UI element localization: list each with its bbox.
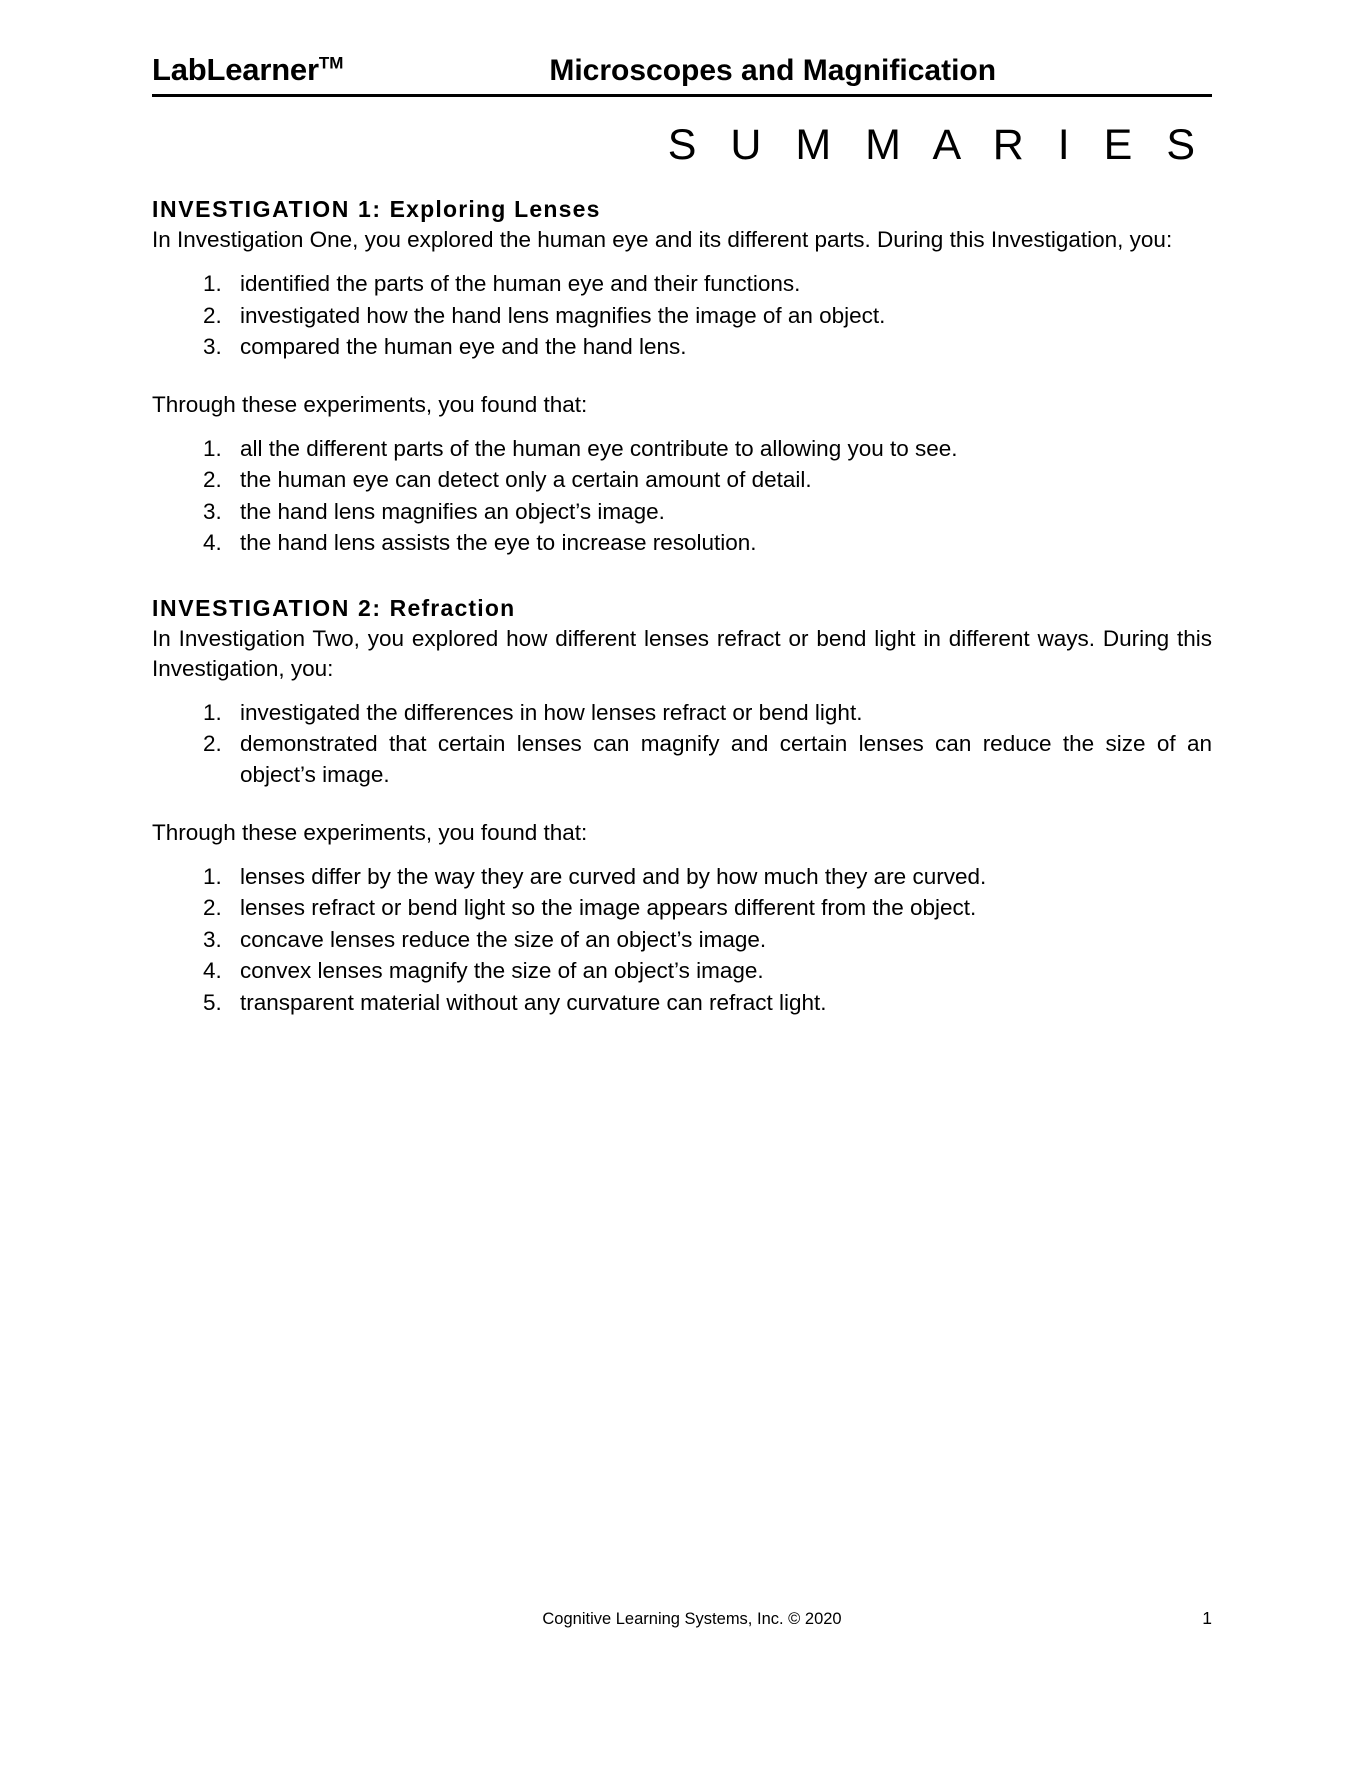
investigation-2-activities (152, 698, 1212, 791)
investigation-2-title: Refraction (389, 595, 516, 621)
list-item: 2. lenses refract or bend light so the image appears different from the object. (228, 893, 1212, 924)
investigation-2-findings (152, 862, 1212, 1019)
list-item: 3. the hand lens magnifies an object’s image. (228, 497, 1212, 528)
investigation-2-heading (152, 595, 1212, 622)
investigation-1-heading (152, 196, 1212, 223)
investigation-1-intro: In Investigation One, you explored the human eye and its different parts. During this Investigation, you: (152, 227, 1173, 252)
investigation-1-activities (152, 269, 1212, 363)
footer-copyright: Cognitive Learning Systems, Inc. © 2020 (542, 1610, 842, 1628)
section-investigation-1 (152, 196, 1212, 559)
investigation-2-findings-lead: Through these experiments, you found that: (152, 819, 588, 845)
page-footer (152, 1608, 1212, 1629)
list-item: 4. the hand lens assists the eye to increase resolution. (228, 528, 1212, 559)
page-content (152, 52, 1212, 1020)
investigation-1-findings-lead: Through these experiments, you found that: (152, 391, 588, 417)
brand-name: LabLearner (152, 52, 319, 87)
list-item: 2. the human eye can detect only a certain amount of detail. (228, 465, 1212, 496)
investigation-1-label: INVESTIGATION 1: (152, 196, 382, 222)
summaries-banner: S U M M A R I E S (667, 121, 1206, 169)
investigation-2-label: INVESTIGATION 2: (152, 595, 382, 621)
brand-trademark: TM (318, 53, 344, 73)
footer-page-number: 1 (1202, 1608, 1212, 1628)
list-item: 1. investigated the differences in how lenses refract or bend light. (228, 698, 1212, 729)
list-item: 5. transparent material without any curvature can refract light. (228, 988, 1212, 1019)
section-investigation-2 (152, 595, 1212, 1019)
list-item: 3. compared the human eye and the hand lens. (228, 332, 1212, 363)
investigation-2-intro: In Investigation Two, you explored how different lenses refract or bend light in different ways. During this Investigation, you: (152, 626, 1212, 681)
list-item: 1. identified the parts of the human eye and their functions. (228, 269, 1212, 300)
list-item: 4. convex lenses magnify the size of an object’s image. (228, 956, 1212, 987)
investigation-1-title: Exploring Lenses (389, 196, 601, 222)
list-item: 2. investigated how the hand lens magnifies the image of an object. (228, 301, 1212, 332)
document-title: Microscopes and Magnification (549, 54, 997, 87)
list-item: 1. all the different parts of the human eye contribute to allowing you to see. (228, 434, 1212, 465)
brand-logo (152, 52, 343, 88)
list-item: 2. demonstrated that certain lenses can magnify and certain lenses can reduce the size of an object’s image. (228, 729, 1212, 790)
page-header (152, 52, 1212, 97)
list-item: 3. concave lenses reduce the size of an object’s image. (228, 925, 1212, 956)
investigation-1-findings (152, 434, 1212, 559)
list-item: 1. lenses differ by the way they are curved and by how much they are curved. (228, 862, 1212, 893)
